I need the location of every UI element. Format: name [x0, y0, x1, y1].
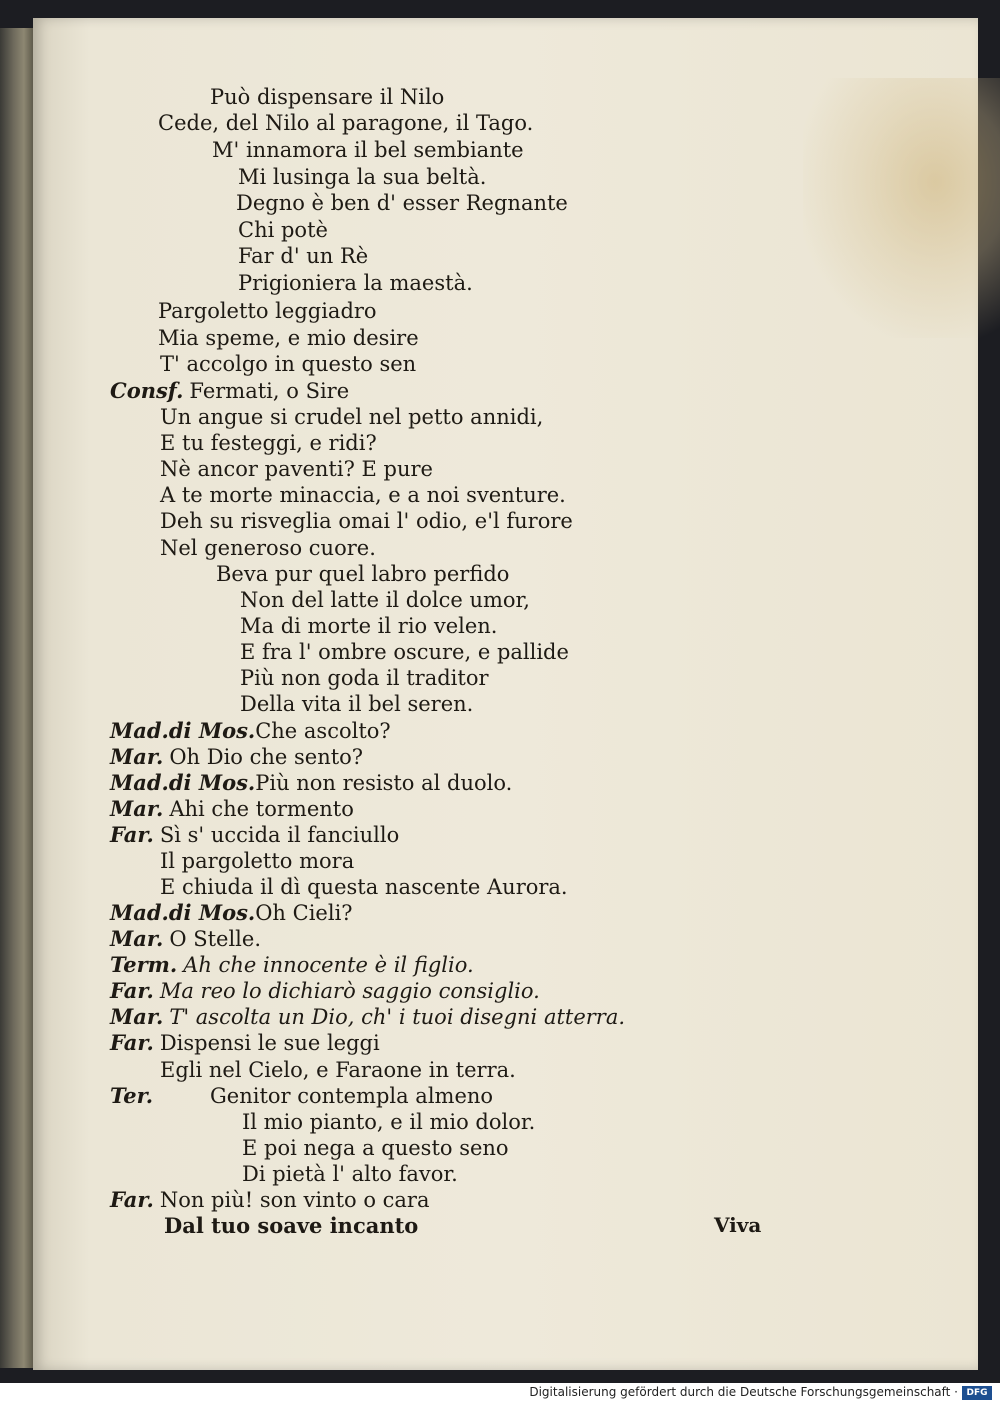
verse-text: E fra l' ombre oscure, e pallide	[240, 640, 569, 664]
verse-text: Della vita il bel seren.	[240, 692, 474, 716]
verse-text: Che ascolto?	[255, 719, 391, 743]
speaker-label: Mad.di Mos.	[110, 770, 256, 795]
digitization-footer	[0, 1383, 1000, 1403]
verse-line	[236, 190, 568, 216]
speaker-label: Far.	[110, 1030, 154, 1055]
speaker-label: Term.	[110, 952, 178, 977]
verse-text: Mi lusinga la sua beltà.	[238, 165, 487, 189]
verse-text: Chi potè	[238, 218, 328, 242]
verse-text: Il pargoletto mora	[160, 849, 355, 873]
verse-line	[110, 378, 349, 404]
verse-text: Nel generoso cuore.	[160, 536, 376, 560]
verse-text: Dal tuo soave incanto	[164, 1213, 419, 1238]
verse-text: Dispensi le sue leggi	[159, 1031, 380, 1055]
verse-line	[160, 848, 354, 874]
verse-text: E chiuda il dì questa nascente Aurora.	[160, 875, 568, 899]
verse-line	[110, 822, 399, 848]
verse-text: E poi nega a questo seno	[242, 1136, 509, 1160]
verse-line	[238, 217, 328, 243]
verse-line	[242, 1109, 535, 1135]
verse-line	[160, 404, 543, 430]
speaker-label: Mar.	[110, 796, 164, 821]
verse-text: Può dispensare il Nilo	[210, 85, 445, 109]
verse-line	[160, 430, 377, 456]
verse-line	[240, 587, 530, 613]
verse-text: Più non resisto al duolo.	[255, 771, 513, 795]
verse-line	[216, 561, 509, 587]
verse-text: Il mio pianto, e il mio dolor.	[242, 1110, 536, 1134]
verse-line	[240, 691, 473, 717]
speaker-label: Mad.di Mos.	[110, 900, 256, 925]
catchword: Viva	[714, 1213, 762, 1237]
verse-text: Di pietà l' alto favor.	[242, 1162, 458, 1186]
verse-line	[110, 900, 353, 926]
verse-text: Non del latte il dolce umor,	[240, 588, 530, 612]
verse-text: Ma di morte il rio velen.	[240, 614, 498, 638]
verse-line	[160, 508, 573, 534]
verse-line	[110, 1187, 430, 1213]
verse-text: M' innamora il bel sembiante	[212, 138, 524, 162]
verse-line	[110, 796, 354, 822]
verse-text: Far d' un Rè	[238, 244, 369, 268]
verse-text: Egli nel Cielo, e Faraone in terra.	[160, 1058, 516, 1082]
verse-text: Cede, del Nilo al paragone, il Tago.	[158, 111, 534, 135]
verse-text: Ma reo lo dichiarò saggio consiglio.	[159, 979, 540, 1003]
verse-line	[110, 952, 474, 978]
verse-line	[158, 325, 419, 351]
verse-line	[240, 665, 489, 691]
verse-line	[110, 1004, 625, 1030]
verse-line	[110, 770, 512, 796]
verse-text: Beva pur quel labro perfido	[216, 562, 510, 586]
verse-line	[210, 84, 444, 110]
speaker-label: Far.	[110, 822, 154, 847]
verse-text: Genitor contempla almeno	[210, 1084, 494, 1108]
verse-line	[160, 1057, 516, 1083]
speaker-label: Mar.	[110, 926, 164, 951]
verse-line	[242, 1135, 509, 1161]
verse-line	[238, 243, 368, 269]
verse-line	[164, 1213, 418, 1239]
verse-text: Ahi che tormento	[169, 797, 354, 821]
speaker-label: Mad.di Mos.	[110, 718, 256, 743]
funding-credit: Digitalisierung gefördert durch die Deutsche Forschungsgemeinschaft ·	[529, 1385, 958, 1399]
dfg-logo: DFG	[962, 1386, 992, 1400]
verse-line	[240, 639, 569, 665]
speaker-label: Mar.	[110, 744, 164, 769]
verse-line	[110, 1083, 153, 1109]
verse-line	[212, 137, 524, 163]
verse-text: Deh su risveglia omai l' odio, e'l furore	[160, 509, 573, 533]
verse-line	[110, 926, 261, 952]
verse-line	[110, 718, 391, 744]
speaker-label: Mar.	[110, 1004, 164, 1029]
verse-text: T' ascolta un Dio, ch' i tuoi disegni atterra.	[169, 1005, 626, 1029]
verse-text: O Stelle.	[169, 927, 261, 951]
verse-text: T' accolgo in questo sen	[160, 352, 417, 376]
verse-text: Non più! son vinto o cara	[159, 1188, 430, 1212]
verse-text: Oh Dio che sento?	[169, 745, 364, 769]
verse-text: Pargoletto leggiadro	[158, 299, 377, 323]
speaker-label: Far.	[110, 978, 154, 1003]
verse-text: Nè ancor paventi? E pure	[160, 457, 433, 481]
verse-line	[160, 874, 568, 900]
verse-line	[160, 456, 433, 482]
verse-line	[240, 613, 498, 639]
verse-text: Mia speme, e mio desire	[158, 326, 419, 350]
speaker-label: Far.	[110, 1187, 154, 1212]
verse-line	[110, 978, 540, 1004]
verse-line	[210, 1083, 493, 1109]
verse-text: Degno è ben d' esser Regnante	[236, 191, 568, 215]
verse-line	[160, 482, 566, 508]
speaker-label: Consf.	[110, 378, 184, 403]
verse-text: Oh Cieli?	[255, 901, 353, 925]
speaker-label: Ter.	[110, 1083, 154, 1108]
verse-text: Un angue si crudel nel petto annidi,	[160, 405, 544, 429]
verse-line	[242, 1161, 458, 1187]
verse-text: Sì s' uccida il fanciullo	[159, 823, 400, 847]
verse-line	[110, 1030, 380, 1056]
verse-line	[158, 110, 533, 136]
verse-line	[158, 298, 377, 324]
verse-line	[238, 270, 473, 296]
verse-text: Fermati, o Sire	[189, 379, 350, 403]
verse-text: Più non goda il traditor	[240, 666, 489, 690]
verse-text: A te morte minaccia, e a noi sventure.	[160, 483, 566, 507]
verse-text: E tu festeggi, e ridi?	[160, 431, 377, 455]
verse-line	[160, 351, 416, 377]
verse-line	[160, 535, 376, 561]
verse-text: Ah che innocente è il figlio.	[183, 953, 474, 977]
verse-line	[238, 164, 486, 190]
verse-line	[110, 744, 363, 770]
verse-text: Prigioniera la maestà.	[238, 271, 473, 295]
